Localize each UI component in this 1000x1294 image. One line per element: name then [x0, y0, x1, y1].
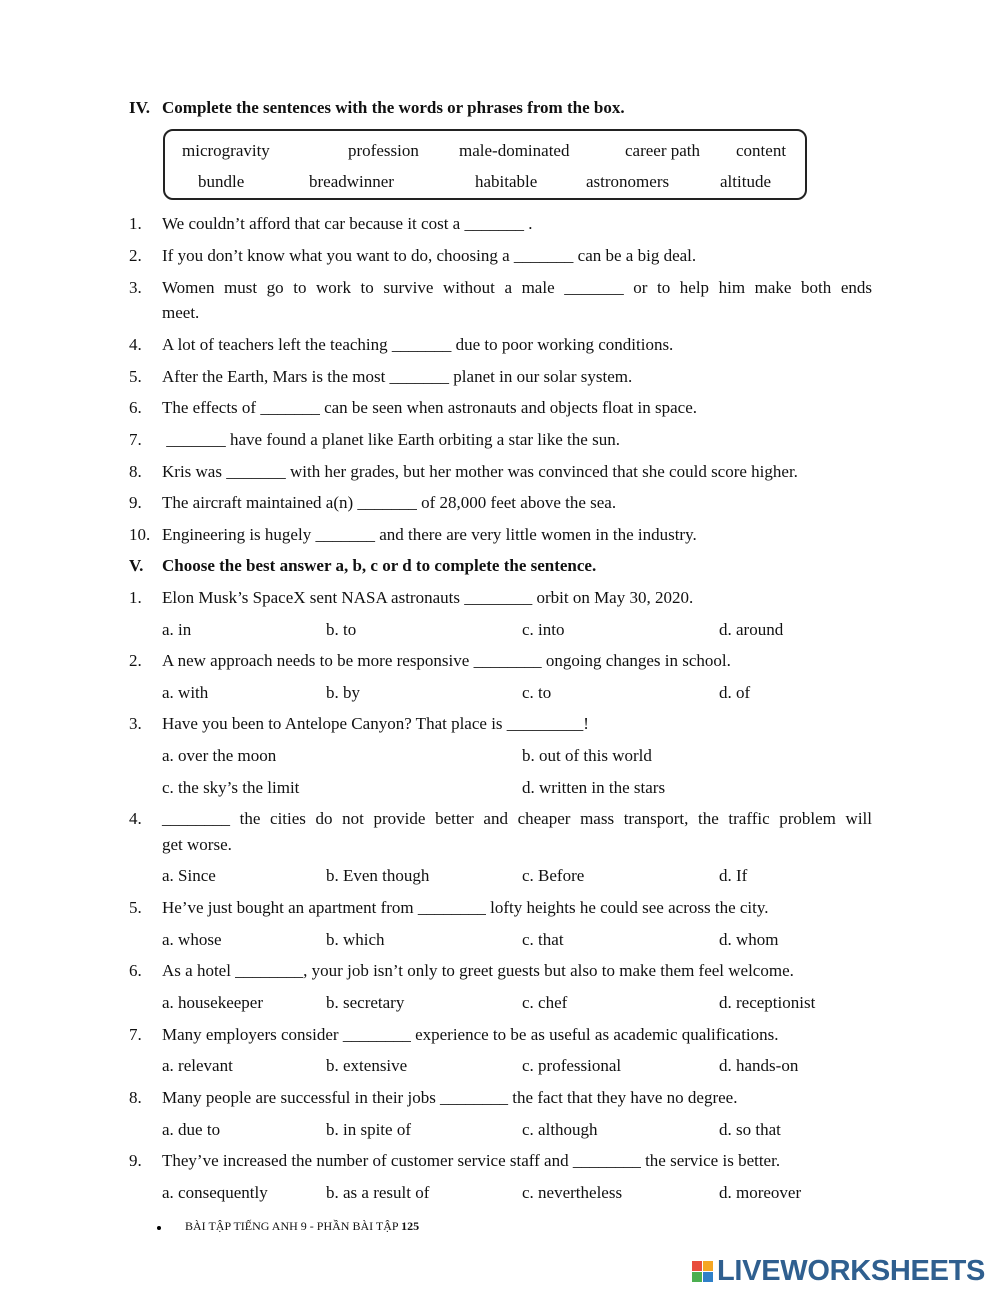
- box-word: bundle: [198, 172, 245, 191]
- item-number: 3.: [129, 278, 142, 297]
- logo-square: [703, 1261, 713, 1271]
- option-a: a. whose: [162, 930, 222, 949]
- logo-text: LIVEWORKSHEETS: [717, 1254, 986, 1287]
- question-number: 4.: [129, 809, 142, 828]
- sentence: Engineering is hugely _______ and there are very little women in the industry.: [162, 525, 697, 544]
- option-a: a. consequently: [162, 1183, 268, 1202]
- option-c: c. nevertheless: [522, 1183, 623, 1202]
- question-text: As a hotel ________, your job isn’t only to greet guests but also to make them feel welcome.: [162, 961, 794, 980]
- option-b: b. to: [326, 620, 357, 639]
- sentence: A lot of teachers left the teaching _______ due to poor working conditions.: [162, 335, 674, 354]
- box-word: astronomers: [586, 172, 670, 191]
- option-b: b. in spite of: [326, 1120, 411, 1139]
- sentence: After the Earth, Mars is the most _______ planet in our solar system.: [162, 367, 633, 386]
- box-word: habitable: [475, 172, 538, 191]
- option-d: d. around: [719, 620, 784, 639]
- question-text: Have you been to Antelope Canyon? That place is _________!: [162, 714, 589, 733]
- sentence: The effects of _______ can be seen when astronauts and objects float in space.: [162, 398, 698, 417]
- option-c: c. the sky’s the limit: [162, 778, 300, 797]
- question-number: 3.: [129, 714, 142, 733]
- question-number: 5.: [129, 898, 142, 917]
- option-b: b. extensive: [326, 1056, 408, 1075]
- sentence: If you don’t know what you want to do, choosing a _______ can be a big deal.: [162, 246, 697, 265]
- question-number: 7.: [129, 1025, 142, 1044]
- option-c: c. Before: [522, 866, 585, 885]
- option-d: d. hands-on: [719, 1056, 799, 1075]
- footer-bullet: [157, 1226, 161, 1230]
- option-c: c. professional: [522, 1056, 622, 1075]
- box-word: content: [736, 141, 787, 160]
- option-a: a. over the moon: [162, 746, 277, 765]
- sentence: _______ have found a planet like Earth orbiting a star like the sun.: [162, 430, 620, 449]
- option-b: b. which: [326, 930, 385, 949]
- sentence: We couldn’t afford that car because it cost a _______ .: [162, 214, 533, 233]
- section-4-title: Complete the sentences with the words or phrases from the box.: [162, 98, 625, 117]
- item-number: 6.: [129, 398, 142, 417]
- question-number: 8.: [129, 1088, 142, 1107]
- section-5-number: V.: [129, 556, 144, 575]
- liveworksheets-logo[interactable]: [692, 1256, 985, 1286]
- option-a: a. Since: [162, 866, 216, 885]
- question-text: Elon Musk’s SpaceX sent NASA astronauts ________ orbit on May 30, 2020.: [162, 588, 694, 607]
- section-4-number: IV.: [129, 98, 150, 117]
- word-box: [163, 129, 807, 200]
- option-d: d. If: [719, 866, 748, 885]
- section-5-title: Choose the best answer a, b, c or d to complete the sentence.: [162, 556, 597, 575]
- question-continuation: get worse.: [162, 835, 232, 854]
- page-number: 125: [401, 1219, 420, 1233]
- option-c: c. although: [522, 1120, 598, 1139]
- option-b: b. Even though: [326, 866, 430, 885]
- option-c: c. chef: [522, 993, 568, 1012]
- item-number: 7.: [129, 430, 142, 449]
- question-number: 9.: [129, 1151, 142, 1170]
- question-number: 2.: [129, 651, 142, 670]
- option-d: d. receptionist: [719, 993, 816, 1012]
- option-a: a. with: [162, 683, 209, 702]
- logo-square: [692, 1261, 702, 1271]
- option-d: d. of: [719, 683, 751, 702]
- item-number: 4.: [129, 335, 142, 354]
- logo-square: [692, 1272, 702, 1282]
- footer-text: BÀI TẬP TIẾNG ANH 9 - PHẦN BÀI TẬP: [185, 1219, 399, 1233]
- option-d: d. written in the stars: [522, 778, 666, 797]
- item-number: 8.: [129, 462, 142, 481]
- item-number: 1.: [129, 214, 142, 233]
- question-text: He’ve just bought an apartment from ________ lofty heights he could see across the city.: [162, 898, 769, 917]
- option-d: d. moreover: [719, 1183, 802, 1202]
- option-c: c. to: [522, 683, 552, 702]
- question-number: 6.: [129, 961, 142, 980]
- option-c: c. into: [522, 620, 565, 639]
- option-a: a. in: [162, 620, 192, 639]
- sentence: The aircraft maintained a(n) _______ of 28,000 feet above the sea.: [162, 493, 617, 512]
- question-text: Many employers consider ________ experience to be as useful as academic qualifications.: [162, 1025, 779, 1044]
- item-number: 5.: [129, 367, 142, 386]
- box-word: altitude: [720, 172, 771, 191]
- question-text: Many people are successful in their jobs ________ the fact that they have no degree.: [162, 1088, 738, 1107]
- option-a: a. due to: [162, 1120, 221, 1139]
- logo-square: [703, 1272, 713, 1282]
- option-b: b. secretary: [326, 993, 405, 1012]
- box-word: microgravity: [182, 141, 270, 160]
- box-word: profession: [348, 141, 419, 160]
- sentence: Women must go to work to survive without a male _______ or to help him make both ends: [162, 278, 872, 297]
- question-text: ________ the cities do not provide better and cheaper mass transport, the traffic problem will: [162, 809, 872, 828]
- option-d: d. whom: [719, 930, 779, 949]
- option-c: c. that: [522, 930, 564, 949]
- option-a: a. relevant: [162, 1056, 233, 1075]
- box-word: career path: [625, 141, 701, 160]
- box-word: breadwinner: [309, 172, 394, 191]
- question-text: They’ve increased the number of customer service staff and ________ the service is better.: [162, 1151, 781, 1170]
- question-number: 1.: [129, 588, 142, 607]
- item-number: 2.: [129, 246, 142, 265]
- item-number: 9.: [129, 493, 142, 512]
- option-a: a. housekeeper: [162, 993, 264, 1012]
- sentence-continuation: meet.: [162, 303, 200, 322]
- page-footer: [185, 1219, 419, 1234]
- option-b: b. out of this world: [522, 746, 652, 765]
- option-b: b. as a result of: [326, 1183, 430, 1202]
- option-b: b. by: [326, 683, 360, 702]
- item-number: 10.: [129, 525, 151, 544]
- logo-mark-icon: [692, 1261, 713, 1282]
- option-d: d. so that: [719, 1120, 781, 1139]
- box-word: male-dominated: [459, 141, 570, 160]
- sentence: Kris was _______ with her grades, but her mother was convinced that she could score higher.: [162, 462, 798, 481]
- question-text: A new approach needs to be more responsive ________ ongoing changes in school.: [162, 651, 731, 670]
